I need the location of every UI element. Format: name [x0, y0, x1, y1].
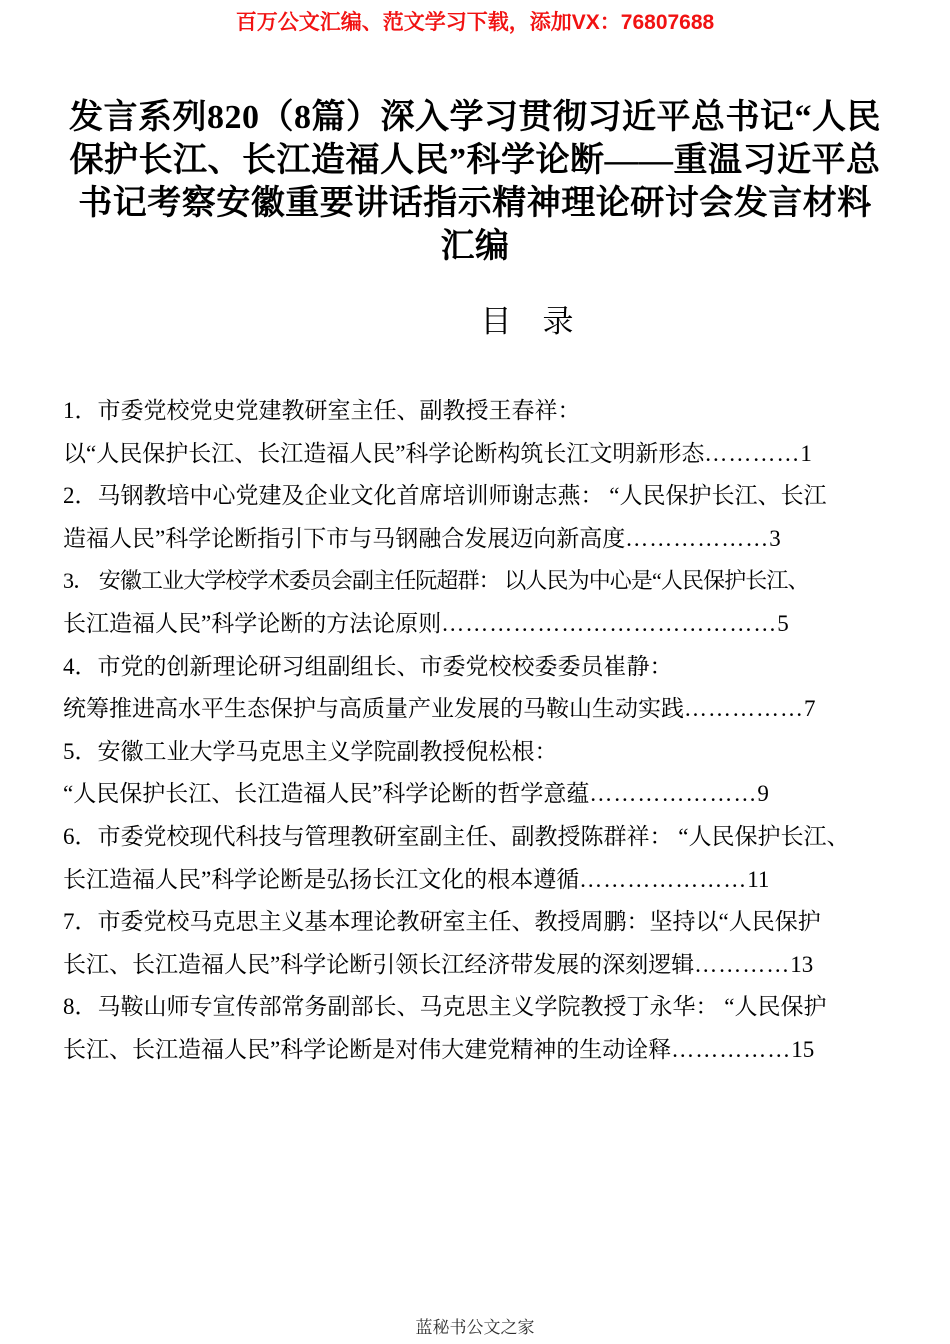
toc-page-number: 5	[777, 610, 789, 636]
toc-entry-line2	[63, 688, 887, 731]
toc-entry-text: 造福人民”科学论断指引下市与马钢融合发展迈向新高度	[63, 525, 626, 551]
toc-entry-line1: 4．市党的创新理论研习组副组长、市委党校校委委员崔静：	[63, 653, 673, 679]
toc-entry-text: 长江、长江造福人民”科学论断是对伟大建党精神的生动诠释	[63, 1036, 672, 1062]
toc-entry	[63, 390, 887, 475]
toc-entry-line2	[63, 773, 887, 816]
toc-entry-line1: 5．安徽工业大学马克思主义学院副教授倪松根：	[63, 738, 558, 764]
toc-entry-line1: 2．马钢教培中心党建及企业文化首席培训师谢志燕： “人民保护长江、长江	[63, 483, 827, 509]
toc-entry	[63, 560, 887, 645]
toc-dot-leader: …………………	[579, 866, 748, 892]
toc-dot-leader: ……………	[671, 1036, 792, 1062]
table-of-contents	[63, 390, 887, 1072]
toc-entry-text: 以“人民保护长江、长江造福人民”科学论断构筑长江文明新形态	[63, 440, 705, 466]
toc-entry	[63, 901, 887, 986]
toc-dot-leader: ……………	[684, 696, 804, 722]
document-title-line: 材料汇编	[440, 185, 872, 265]
toc-entry	[63, 646, 887, 731]
toc-dot-leader: ………………	[625, 525, 770, 551]
toc-entry-line2	[63, 859, 887, 902]
toc-dot-leader: ……………………………………	[441, 610, 778, 636]
footer-brand: 蓝秘书公文之家	[415, 1318, 535, 1337]
toc-entry-text: 长江造福人民”科学论断是弘扬长江文化的根本遵循	[63, 866, 580, 892]
toc-page-number: 3	[769, 525, 781, 551]
toc-entry-text: 长江造福人民”科学论断的方法论原则	[63, 610, 442, 636]
toc-entry-text: “人民保护长江、长江造福人民”科学论断的哲学意蕴	[63, 781, 590, 807]
toc-dot-leader: …………………	[589, 781, 758, 807]
document-title	[63, 96, 887, 268]
toc-entry-line1: 7．市委党校马克思主义基本理论教研室主任、教授周鹏：坚持以“人民保护	[63, 909, 821, 935]
toc-dot-leader: …………	[694, 951, 791, 977]
toc-page-number: 15	[791, 1036, 815, 1062]
toc-page-number: 11	[747, 866, 770, 892]
toc-page-number: 9	[757, 781, 769, 807]
toc-entry-line1: 3． 安徽工业大学校学术委员会副主任阮超群： 以人民为中心是“人民保护长江、	[63, 568, 809, 594]
toc-heading: 目 录	[480, 304, 574, 339]
toc-entry-line2	[63, 433, 887, 476]
toc-entry-line2	[63, 518, 887, 561]
toc-page-number: 1	[800, 440, 812, 466]
toc-entry-line1: 8．马鞍山师专宣传部常务副部长、马克思主义学院教授丁永华： “人民保护	[63, 994, 827, 1020]
toc-entry-line1: 1．市委党校党史党建教研室主任、副教授王春祥：	[63, 398, 581, 423]
toc-entry-text: 长江、长江造福人民”科学论断引领长江经济带发展的深刻逻辑	[63, 951, 695, 977]
toc-entry	[63, 986, 887, 1071]
toc-page-number: 7	[804, 696, 816, 722]
document-title-line: 发言系列820（8篇）深入学习贯彻习近平总书记“人	[69, 99, 847, 136]
document-title-line: 平总书记考察安徽重要讲话指示精神理论研讨会发言	[78, 142, 881, 222]
promo-header-text: 百万公文汇编、范文学习下载，添加VX：76807688	[235, 11, 715, 34]
toc-entry-text: 统筹推进高水平生态保护与高质量产业发展的马鞍山生动实践	[63, 696, 684, 722]
toc-entry	[63, 816, 887, 901]
toc-dot-leader: …………	[704, 440, 801, 466]
toc-entry	[63, 731, 887, 816]
toc-page-number: 13	[790, 951, 814, 977]
toc-entry-line2	[63, 944, 887, 987]
document-title-line: 民保护长江、长江造福人民”科学论断——重温习近	[69, 99, 881, 179]
toc-entry-line1: 6．市委党校现代科技与管理教研室副主任、副教授陈群祥： “人民保护长江、	[63, 823, 850, 849]
toc-entry-line2	[63, 603, 887, 646]
toc-entry	[63, 475, 887, 560]
toc-entry-line2	[63, 1029, 887, 1072]
